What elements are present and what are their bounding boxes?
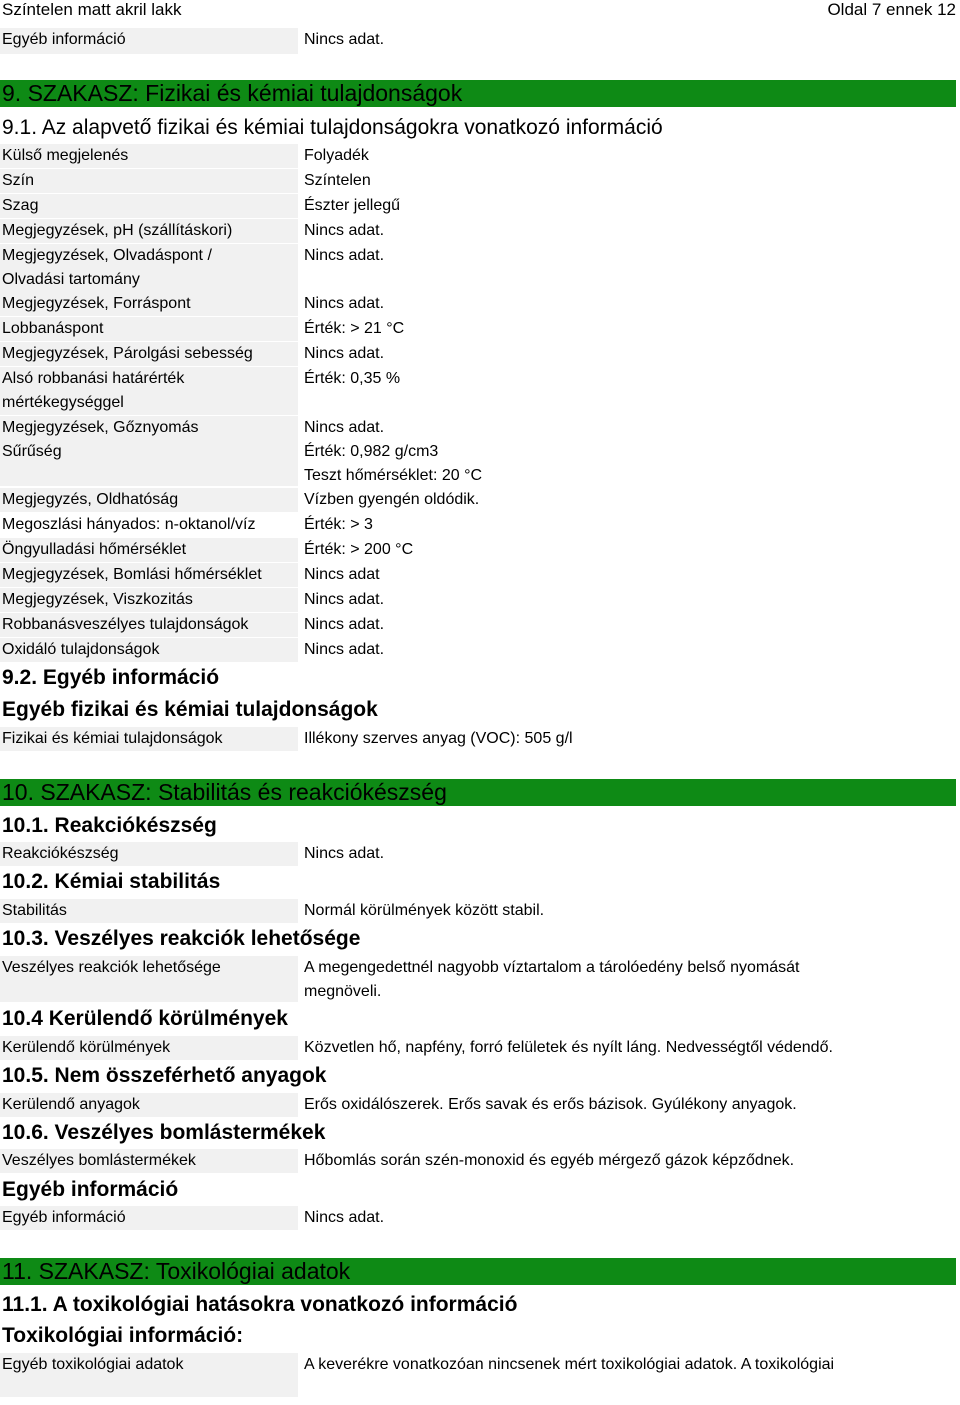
row-label: Robbanásveszélyes tulajdonságok [0,613,298,637]
row-value: Érték: 0,35 % [304,370,401,387]
row-value: Közvetlen hő, napfény, forró felületek és nyílt láng. Nedvességtől védendő. [304,1039,833,1056]
row-value: Nincs adat. [304,591,385,608]
row-value: Nincs adat. [304,222,385,239]
row-label: Külső megjelenés [0,144,298,168]
row-value: Nincs adat [304,566,380,583]
row-value: Normál körülmények között stabil. [304,902,545,919]
row-label: Szag [0,194,298,218]
subsection-10-1: 10.1. Reakciókészség [2,814,217,837]
row-label: Stabilitás [0,899,298,923]
subsection-10-2: 10.2. Kémiai stabilitás [2,870,221,893]
row-label: Megjegyzések, Gőznyomás [0,416,298,440]
page-number: Oldal 7 ennek 12 [827,0,956,19]
subsection-11-1: 11.1. A toxikológiai hatásokra vonatkozó információ [2,1293,518,1316]
row-label: Megjegyzések, Viszkozitás [0,588,298,612]
row-label: Megjegyzések, Párolgási sebesség [0,342,298,366]
subsection-tox-info: Toxikológiai információ: [2,1324,244,1347]
row-value: Nincs adat. [304,1209,385,1226]
row-label: Sűrűség [0,440,298,486]
row-value: A keverékre vonatkozóan nincsenek mért toxikológiai adatok. A toxikológiai [304,1356,835,1373]
row-label: Kerülendő körülmények [0,1036,298,1060]
row-label: Egyéb információ [0,28,298,54]
row-label: Veszélyes bomlástermékek [0,1149,298,1173]
row-label: Megjegyzés, Oldhatóság [0,488,298,512]
row-value: Vízben gyengén oldódik. [304,491,480,508]
section-title: 10. SZAKASZ: Stabilitás és reakciókészség [2,779,447,805]
row-label: Alsó robbanási határérték mértékegységgel [2,370,185,411]
row-value: Nincs adat. [304,31,385,48]
row-value-secondary: megnöveli. [304,983,382,1000]
row-value: Nincs adat. [304,345,385,362]
row-label: Öngyulladási hőmérséklet [0,538,298,562]
row-label: Fizikai és kémiai tulajdonságok [0,727,298,751]
row-label: Megoszlási hányados: n-oktanol/víz [2,516,256,533]
row-value: Erős oxidálószerek. Erős savak és erős bázisok. Gyúlékony anyagok. [304,1096,797,1113]
row-label: Reakciókészség [0,842,298,866]
row-value: Nincs adat. [304,419,385,436]
row-label: Megjegyzések, Olvadáspont / Olvadási tartomány [0,244,230,292]
row-label: Lobbanáspont [0,317,298,341]
row-value: Érték: > 3 [304,516,373,533]
section-10-banner [0,779,956,806]
row-label: Megjegyzések, Forráspont [0,292,298,316]
row-value: Érték: > 21 °C [304,320,405,337]
subsection-10-6: 10.6. Veszélyes bomlástermékek [2,1121,326,1144]
row-value: Érték: > 200 °C [304,541,414,558]
section-11-banner [0,1258,956,1285]
page-header [0,0,960,22]
row-value: Nincs adat. [304,616,385,633]
row-value: Színtelen [304,172,371,189]
section-9-banner [0,80,956,107]
subsection-9-1: 9.1. Az alapvető fizikai és kémiai tulajdonságokra vonatkozó információ [2,116,663,139]
row-value: Nincs adat. [304,641,385,658]
row-label: Megjegyzések, pH (szállításkori) [0,219,298,243]
row-label: Egyéb információ [0,1206,298,1230]
row-label: Egyéb toxikológiai adatok [0,1353,298,1397]
row-value: Nincs adat. [304,247,385,264]
row-value: A megengedettnél nagyobb víztartalom a tárolóedény belső nyomását [304,959,800,976]
row-label: Oxidáló tulajdonságok [0,638,298,662]
row-label: Kerülendő anyagok [0,1093,298,1117]
row-value: Nincs adat. [304,845,385,862]
row-value: Észter jellegű [304,197,401,214]
row-value: Hőbomlás során szén-monoxid és egyéb mérgező gázok képződnek. [304,1152,795,1169]
section-title: 9. SZAKASZ: Fizikai és kémiai tulajdonságok [2,80,463,106]
row-value: Illékony szerves anyag (VOC): 505 g/l [304,730,573,747]
row-label: Megjegyzések, Bomlási hőmérséklet [0,563,298,587]
section-title: 11. SZAKASZ: Toxikológiai adatok [2,1258,351,1284]
subsection-9-2: 9.2. Egyéb információ [2,666,220,689]
row-value: Folyadék [304,147,369,164]
row-value: Nincs adat. [304,295,385,312]
row-label: Szín [0,169,298,193]
row-value-secondary: Teszt hőmérséklet: 20 °C [304,467,483,484]
subsection-10-5: 10.5. Nem összeférhető anyagok [2,1064,327,1087]
document-title: Színtelen matt akril lakk [2,0,182,19]
subsection-10-3: 10.3. Veszélyes reakciók lehetősége [2,927,361,950]
subsection-other-info: Egyéb információ [2,1178,179,1201]
row-label: Veszélyes reakciók lehetősége [0,956,298,1002]
subsection-other-properties: Egyéb fizikai és kémiai tulajdonságok [2,698,378,721]
row-value: Érték: 0,982 g/cm3 [304,443,439,460]
subsection-10-4: 10.4 Kerülendő körülmények [2,1007,288,1030]
